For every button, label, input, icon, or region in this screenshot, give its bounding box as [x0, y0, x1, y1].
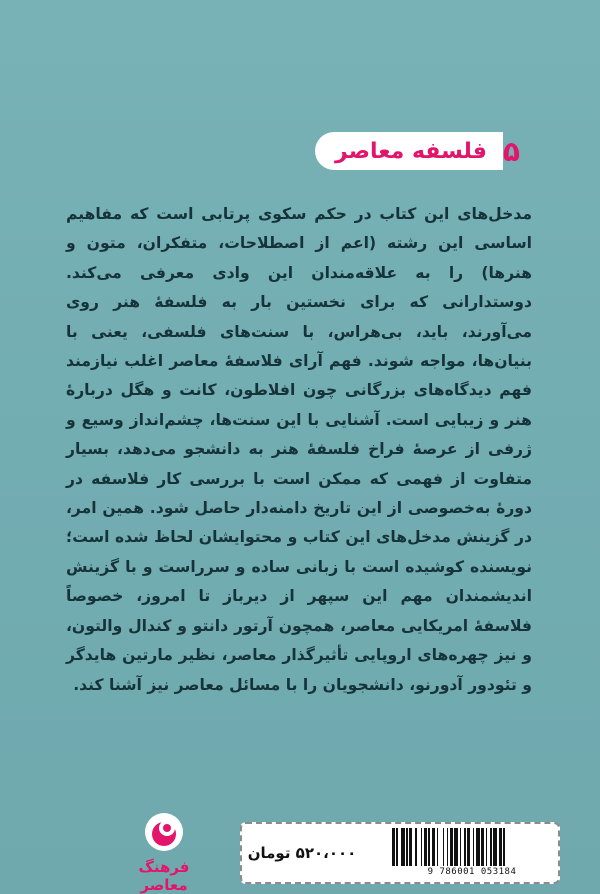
price-label: ۵۲۰،۰۰۰ تومان [247, 844, 357, 862]
series-label [315, 132, 534, 170]
series-title: فلسفه معاصر [315, 132, 503, 170]
publisher-logo-icon [144, 812, 184, 852]
blurb-paragraph: مدخل‌های این کتاب در حکم سکوی پرتابی است که مفاهیم اساسی این رشته (اعم از اصطلاحات، متفکران، متون و هنرها) را به علاقه‌مندان این وادی معرفی می‌کند. دوستدارانی که برای نخستین بار به فلسفهٔ هنر روی می‌آورند، باید، بی‌هراس، با سنت‌های فلسفی، یعنی با بنیان‌ها، مواجه شوند. فهم آرای فلاسفهٔ معاصر اغلب نیازمند فهم دیدگاه‌های بزرگانی چون افلاطون، کانت و هگل دربارهٔ هنر و زیبایی است. آشنایی با این سنت‌ها، چشم‌انداز وسیع و ژرفی از عرصهٔ فراخ فلسفهٔ هنر به دانشجو می‌دهد، بسیار متفاوت از فهمی که ممکن است با بررسی کار فلاسفه در دورهٔ به‌خصوصی از این تاریخ دامنه‌دار حاصل شود. همین امر، در گزینش مدخل‌های این کتاب و محتوایشان لحاظ شده است؛ نویسنده کوشیده است با زبانی ساده و سرراست و با گزینش اندیشمندان مهم این سپهر از دیرباز تا امروز، خصوصاً فلاسفهٔ امریکایی معاصر، همچون آرتور دانتو و کندال والتون، و نیز چهره‌های اروپایی تأثیرگذار معاصر، نظیر مارتین هایدگر و تئودور آدورنو، دانشجویان را با مسائل معاصر نیز آشنا کند. [66, 205, 532, 694]
isbn-number: 9 786001 053184 [427, 867, 517, 877]
barcode-bars [392, 828, 552, 866]
publisher-name: فرهنگ معاصر [138, 858, 190, 894]
barcode [392, 828, 552, 878]
series-number: ۵ [502, 134, 520, 168]
barcode-bar [505, 828, 508, 866]
publisher [118, 812, 210, 894]
price-barcode-sticker [240, 822, 560, 884]
back-cover-blurb [66, 200, 532, 700]
